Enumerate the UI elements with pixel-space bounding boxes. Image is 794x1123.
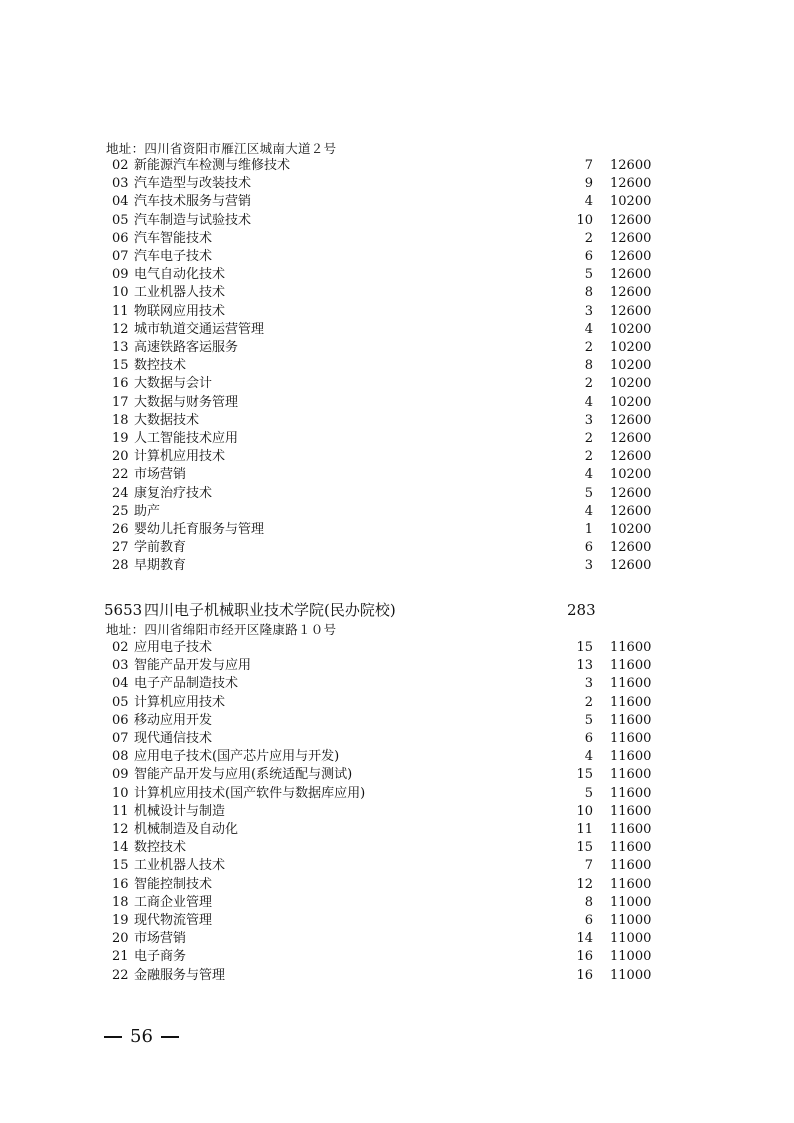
tuition-fee: 11600 [610,731,652,746]
major-name: 城市轨道交通运营管理 [134,321,265,337]
major-code: 19 [112,431,129,446]
plan-count: 9 [584,176,593,192]
plan-count: 5 [584,485,593,501]
tuition-fee: 12600 [610,485,652,501]
tuition-fee: 12600 [610,303,652,319]
major-name: 汽车制造与试验技术 [134,212,252,228]
major-name: 康复治疗技术 [134,485,213,501]
major-code: 09 [112,767,129,783]
major-name: 工业机器人技术 [134,858,226,874]
footer-dash-left [104,1036,122,1038]
tuition-fee: 12600 [610,412,652,428]
major-name: 婴幼儿托育服务与管理 [134,522,265,537]
table-row [0,394,794,412]
major-code: 25 [112,503,129,519]
major-name: 大数据与财务管理 [134,394,239,410]
table-row [0,266,794,284]
major-name: 新能源汽车检测与维修技术 [134,158,291,173]
plan-count: 2 [584,449,593,465]
major-name: 汽车技术服务与营销 [134,194,252,210]
major-code: 19 [112,913,129,928]
tuition-fee: 10200 [610,522,652,537]
table-row [0,675,794,693]
major-code: 10 [112,785,129,801]
major-code: 03 [112,658,129,674]
table-row [0,639,794,657]
major-name: 机械制造及自动化 [134,822,239,837]
table-row [0,748,794,766]
table-row [0,521,794,539]
major-code: 24 [112,485,129,501]
major-code: 15 [112,358,129,374]
major-code: 06 [112,712,129,728]
plan-count: 3 [584,303,593,319]
major-name: 智能产品开发与应用(系统适配与测试) [134,767,353,783]
plan-count: 12 [576,876,593,892]
major-name: 汽车造型与改装技术 [134,176,252,192]
tuition-fee: 10200 [610,340,652,355]
major-name: 物联网应用技术 [134,303,226,319]
plan-count: 5 [584,267,593,283]
tuition-fee: 12600 [610,230,652,246]
plan-count: 4 [584,503,593,519]
table-row [0,948,794,966]
major-name: 移动应用开发 [134,712,213,728]
plan-count: 5 [584,785,593,801]
page-footer [104,1025,179,1049]
plan-count: 6 [584,249,593,264]
major-name: 工业机器人技术 [134,285,226,301]
major-code: 28 [112,558,129,574]
major-code: 11 [112,303,129,319]
major-name: 数控技术 [134,358,187,374]
plan-count: 4 [584,467,593,483]
major-name: 人工智能技术应用 [134,431,239,446]
table-row [0,430,794,448]
table-row [0,248,794,266]
plan-count: 15 [576,840,593,856]
plan-count: 15 [576,767,593,783]
table-row [0,321,794,339]
plan-count: 8 [584,894,593,910]
tuition-fee: 11600 [610,658,652,674]
major-code: 21 [112,949,129,965]
tuition-fee: 12600 [610,503,652,519]
plan-count: 4 [584,749,593,765]
major-code: 02 [112,640,129,655]
plan-count: 2 [584,340,593,355]
tuition-fee: 11000 [610,913,652,928]
plan-count: 7 [584,158,593,173]
table-row [0,730,794,748]
major-code: 08 [112,749,129,765]
tuition-fee: 11000 [610,931,652,947]
tuition-fee: 11600 [610,640,652,655]
major-name: 计算机应用技术 [134,449,226,465]
tuition-fee: 12600 [610,285,652,301]
plan-count: 1 [584,522,593,537]
tuition-fee: 12600 [610,267,652,283]
plan-count: 7 [584,858,593,874]
major-code: 07 [112,731,129,746]
tuition-fee: 11600 [610,803,652,819]
table-row [0,657,794,675]
plan-count: 10 [576,803,593,819]
major-name: 学前教育 [134,540,187,556]
plan-count: 15 [576,640,593,655]
table-row [0,766,794,784]
major-code: 22 [112,467,129,483]
major-name: 计算机应用技术(国产软件与数据库应用) [134,785,366,801]
plan-count: 2 [584,694,593,710]
major-name: 汽车电子技术 [134,249,213,264]
section2-address: 地址：四川省绵阳市经开区隆康路１０号 [106,622,337,637]
table-row [0,339,794,357]
major-code: 09 [112,267,129,283]
tuition-fee: 12600 [610,249,652,264]
footer-dash-right [161,1036,179,1038]
tuition-fee: 11600 [610,694,652,710]
table-row [0,485,794,503]
major-code: 14 [112,840,129,856]
major-code: 22 [112,967,129,983]
plan-count: 2 [584,376,593,392]
major-name: 助产 [134,503,161,519]
table-row [0,894,794,912]
table-row [0,803,794,821]
tuition-fee: 11600 [610,712,652,728]
tuition-fee: 12600 [610,176,652,192]
tuition-fee: 11000 [610,949,652,965]
major-code: 17 [112,394,129,410]
plan-count: 16 [576,967,593,983]
table-row [0,375,794,393]
plan-count: 3 [584,412,593,428]
tuition-fee: 11600 [610,876,652,892]
major-code: 20 [112,931,129,947]
major-name: 电气自动化技术 [134,267,226,283]
tuition-fee: 12600 [610,558,652,574]
major-code: 20 [112,449,129,465]
tuition-fee: 10200 [610,376,652,392]
major-code: 03 [112,176,129,192]
tuition-fee: 12600 [610,158,652,173]
plan-count: 4 [584,394,593,410]
table-row [0,539,794,557]
major-name: 早期教育 [134,558,187,574]
table-row [0,876,794,894]
major-name: 金融服务与管理 [134,967,226,983]
major-code: 12 [112,321,129,337]
tuition-fee: 11600 [610,785,652,801]
major-code: 07 [112,249,129,264]
major-code: 15 [112,858,129,874]
table-row [0,357,794,375]
major-code: 10 [112,285,129,301]
plan-count: 8 [584,358,593,374]
tuition-fee: 11600 [610,676,652,692]
table-row [0,712,794,730]
school-total: 283 [567,601,596,619]
plan-count: 6 [584,731,593,746]
major-code: 06 [112,230,129,246]
major-name: 市场营销 [134,467,187,483]
table-row [0,912,794,930]
table-row [0,212,794,230]
plan-count: 4 [584,194,593,210]
table-row [0,503,794,521]
major-name: 机械设计与制造 [134,803,226,819]
major-name: 市场营销 [134,931,187,947]
school-header [104,600,604,620]
tuition-fee: 11600 [610,767,652,783]
major-code: 02 [112,158,129,173]
tuition-fee: 11600 [610,749,652,765]
plan-count: 2 [584,431,593,446]
major-name: 智能控制技术 [134,876,213,892]
table-row [0,466,794,484]
table-row [0,557,794,575]
major-code: 26 [112,522,129,537]
major-code: 13 [112,340,129,355]
school-id: 5653 [104,601,143,619]
major-name: 电子产品制造技术 [134,676,239,692]
tuition-fee: 12600 [610,540,652,556]
major-name: 高速铁路客运服务 [134,340,239,355]
table-row [0,821,794,839]
page-number: 56 [130,1026,153,1047]
table-row [0,175,794,193]
table-row [0,694,794,712]
major-code: 04 [112,194,129,210]
plan-count: 2 [584,230,593,246]
table-row [0,193,794,211]
major-code: 05 [112,694,129,710]
major-name: 大数据技术 [134,412,200,428]
table-row [0,857,794,875]
plan-count: 3 [584,676,593,692]
major-name: 应用电子技术 [134,640,213,655]
plan-count: 6 [584,540,593,556]
table-row [0,412,794,430]
tuition-fee: 11600 [610,840,652,856]
major-name: 大数据与会计 [134,376,213,392]
major-name: 应用电子技术(国产芯片应用与开发) [134,749,340,765]
major-code: 16 [112,876,129,892]
major-name: 计算机应用技术 [134,694,226,710]
plan-count: 11 [576,822,593,837]
major-name: 电子商务 [134,949,187,965]
major-name: 汽车智能技术 [134,230,213,246]
plan-count: 4 [584,321,593,337]
table-row [0,230,794,248]
major-code: 27 [112,540,129,556]
table-row [0,157,794,175]
major-name: 工商企业管理 [134,894,213,910]
school-name: 四川电子机械职业技术学院(民办院校) [144,601,396,619]
major-code: 12 [112,822,129,837]
table-row [0,930,794,948]
table-row [0,785,794,803]
plan-count: 6 [584,913,593,928]
table-row [0,967,794,985]
plan-count: 14 [576,931,593,947]
plan-count: 13 [576,658,593,674]
major-name: 数控技术 [134,840,187,856]
major-code: 18 [112,894,129,910]
plan-count: 5 [584,712,593,728]
major-code: 04 [112,676,129,692]
tuition-fee: 11000 [610,894,652,910]
plan-count: 16 [576,949,593,965]
major-name: 智能产品开发与应用 [134,658,252,674]
tuition-fee: 12600 [610,212,652,228]
section1-address: 地址：四川省资阳市雁江区城南大道２号 [106,141,337,156]
tuition-fee: 11600 [610,858,652,874]
major-code: 05 [112,212,129,228]
table-row [0,448,794,466]
tuition-fee: 10200 [610,467,652,483]
major-code: 11 [112,803,129,819]
major-code: 16 [112,376,129,392]
plan-count: 8 [584,285,593,301]
major-code: 18 [112,412,129,428]
plan-count: 3 [584,558,593,574]
tuition-fee: 10200 [610,321,652,337]
tuition-fee: 10200 [610,394,652,410]
tuition-fee: 12600 [610,449,652,465]
table-row [0,839,794,857]
table-row [0,303,794,321]
major-name: 现代物流管理 [134,913,213,928]
major-name: 现代通信技术 [134,731,213,746]
table-row [0,284,794,302]
plan-count: 10 [576,212,593,228]
tuition-fee: 10200 [610,358,652,374]
tuition-fee: 11000 [610,967,652,983]
tuition-fee: 11600 [610,822,652,837]
tuition-fee: 10200 [610,194,652,210]
tuition-fee: 12600 [610,431,652,446]
